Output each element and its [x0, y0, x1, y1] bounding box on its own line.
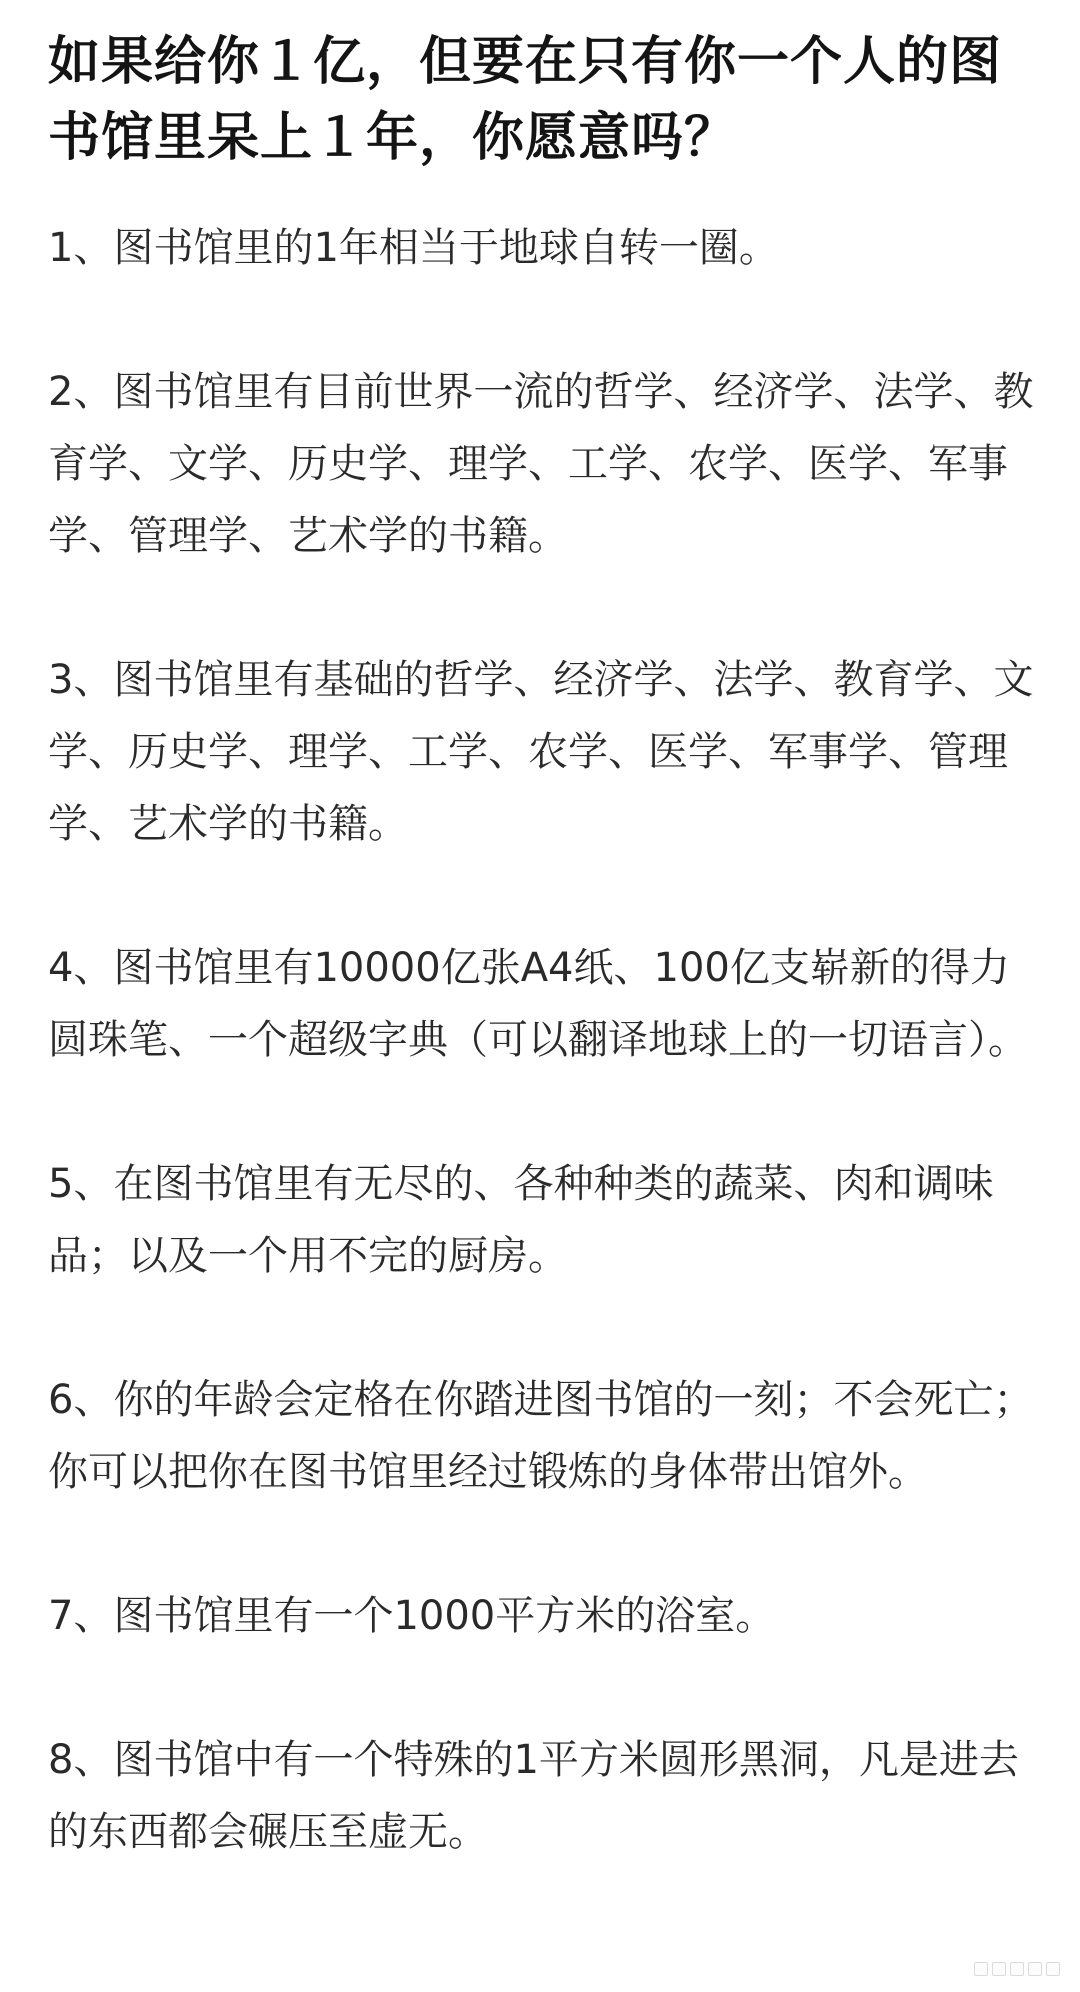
document-title: 如果给你１亿，但要在只有你一个人的图书馆里呆上１年，你愿意吗？ [48, 32, 1003, 168]
rule-list [48, 212, 1040, 1868]
rule-item-1: 1、图书馆里的1年相当于地球自转一圈。 [48, 225, 779, 271]
rule-item-6: 6、你的年龄会定格在你踏进图书馆的一刻；不会死亡；你可以把你在图书馆里经过锻炼的身体带出馆外。 [48, 1377, 1034, 1495]
watermark [950, 1954, 1060, 1984]
watermark-mark-2 [992, 1962, 1006, 1976]
rule-item-2: 2、图书馆里有目前世界一流的哲学、经济学、法学、教育学、文学、历史学、理学、工学、农学、医学、军事学、管理学、艺术学的书籍。 [48, 369, 1034, 559]
rule-item-5: 5、在图书馆里有无尽的、各种种类的蔬菜、肉和调味品；以及一个用不完的厨房。 [48, 1161, 994, 1279]
rule-item-8: 8、图书馆中有一个特殊的1平方米圆形黑洞，凡是进去的东西都会碾压至虚无。 [48, 1737, 1019, 1855]
watermark-mark-3 [1010, 1962, 1024, 1976]
watermark-mark-1 [974, 1962, 988, 1976]
watermark-mark-4 [1028, 1962, 1042, 1976]
rule-item-3: 3、图书馆里有基础的哲学、经济学、法学、教育学、文学、历史学、理学、工学、农学、医学、军事学、管理学、艺术学的书籍。 [48, 657, 1034, 847]
rule-item-4: 4、图书馆里有10000亿张A4纸、100亿支崭新的得力圆珠笔、一个超级字典（可以翻译地球上的一切语言）。 [48, 945, 1028, 1063]
rule-item-7: 7、图书馆里有一个1000平方米的浴室。 [48, 1593, 776, 1639]
watermark-mark-5 [1046, 1962, 1060, 1976]
